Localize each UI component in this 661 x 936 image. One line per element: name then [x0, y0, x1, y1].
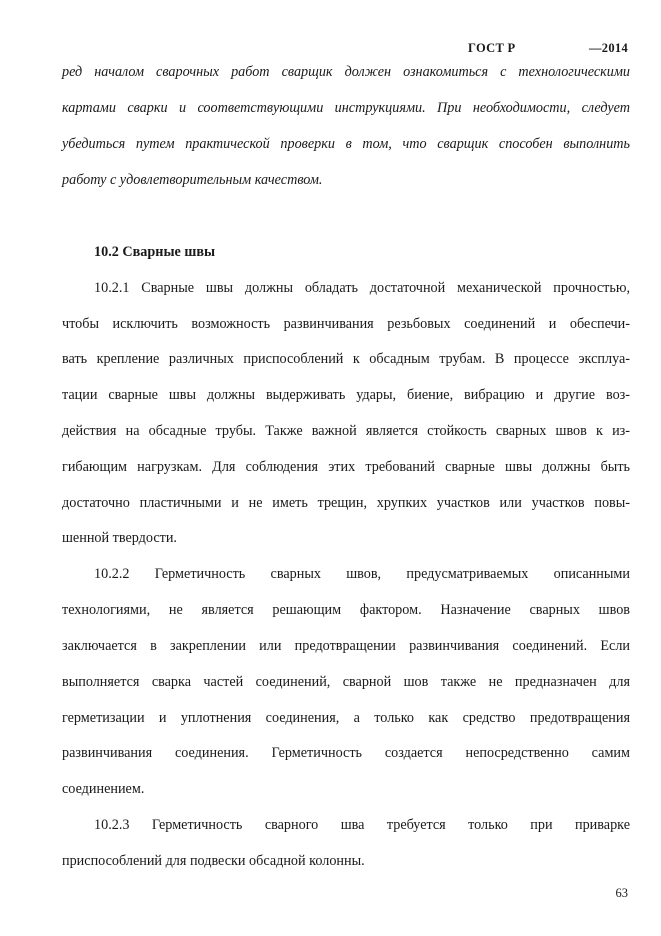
intro-line: убедиться путем практической проверки в том, что сварщик способен выполнить	[62, 136, 630, 152]
section-heading: 10.2 Сварные швы	[94, 244, 216, 260]
paragraph-line: развинчивания соединения. Герметичность создается непосредственно самим	[62, 745, 630, 761]
paragraph-line: 10.2.3 Герметичность сварного шва требуется только при приварке	[94, 817, 630, 833]
paragraph-line: соединением.	[62, 781, 145, 797]
paragraph-line: гибающим нагрузкам. Для соблюдения этих требований сварные швы должны быть	[62, 459, 630, 475]
paragraph-line: выполняется сварка частей соединений, сварной шов также не предназначен для	[62, 674, 630, 690]
paragraph-line: чтобы исключить возможность развинчивания резьбовых соединений и обеспечи-	[62, 316, 630, 332]
paragraph-line: 10.2.1 Сварные швы должны обладать достаточной механической прочностью,	[94, 280, 630, 296]
header-standard: ГОСТ Р	[468, 41, 516, 55]
paragraph-line: приспособлений для подвески обсадной колонны.	[62, 853, 365, 869]
paragraph-line: 10.2.2 Герметичность сварных швов, предусматриваемых описанными	[94, 566, 630, 582]
paragraph-line: герметизации и уплотнения соединения, а только как средство предотвращения	[62, 710, 630, 726]
paragraph-line: технологиями, не является решающим фактором. Назначение сварных швов	[62, 602, 630, 618]
paragraph-line: заключается в закреплении или предотвращении развинчивания соединений. Если	[62, 638, 630, 654]
paragraph-line: действия на обсадные трубы. Также важной является стойкость сварных швов к из-	[62, 423, 630, 439]
header-year: —2014	[589, 41, 628, 55]
paragraph-line: шенной твердости.	[62, 530, 177, 546]
page-number: 63	[615, 886, 628, 900]
paragraph-line: достаточно пластичными и не иметь трещин, хрупких участков или участков повы-	[62, 495, 630, 511]
intro-line: картами сварки и соответствующими инструкциями. При необходимости, следует	[62, 100, 630, 116]
intro-line: ред началом сварочных работ сварщик должен ознакомиться с технологическими	[62, 64, 630, 80]
paragraph-line: вать крепление различных приспособлений к обсадным трубам. В процессе эксплуа-	[62, 351, 630, 367]
paragraph-line: тации сварные швы должны выдерживать удары, биение, вибрацию и другие воз-	[62, 387, 630, 403]
intro-line: работу с удовлетворительным качеством.	[62, 172, 323, 188]
